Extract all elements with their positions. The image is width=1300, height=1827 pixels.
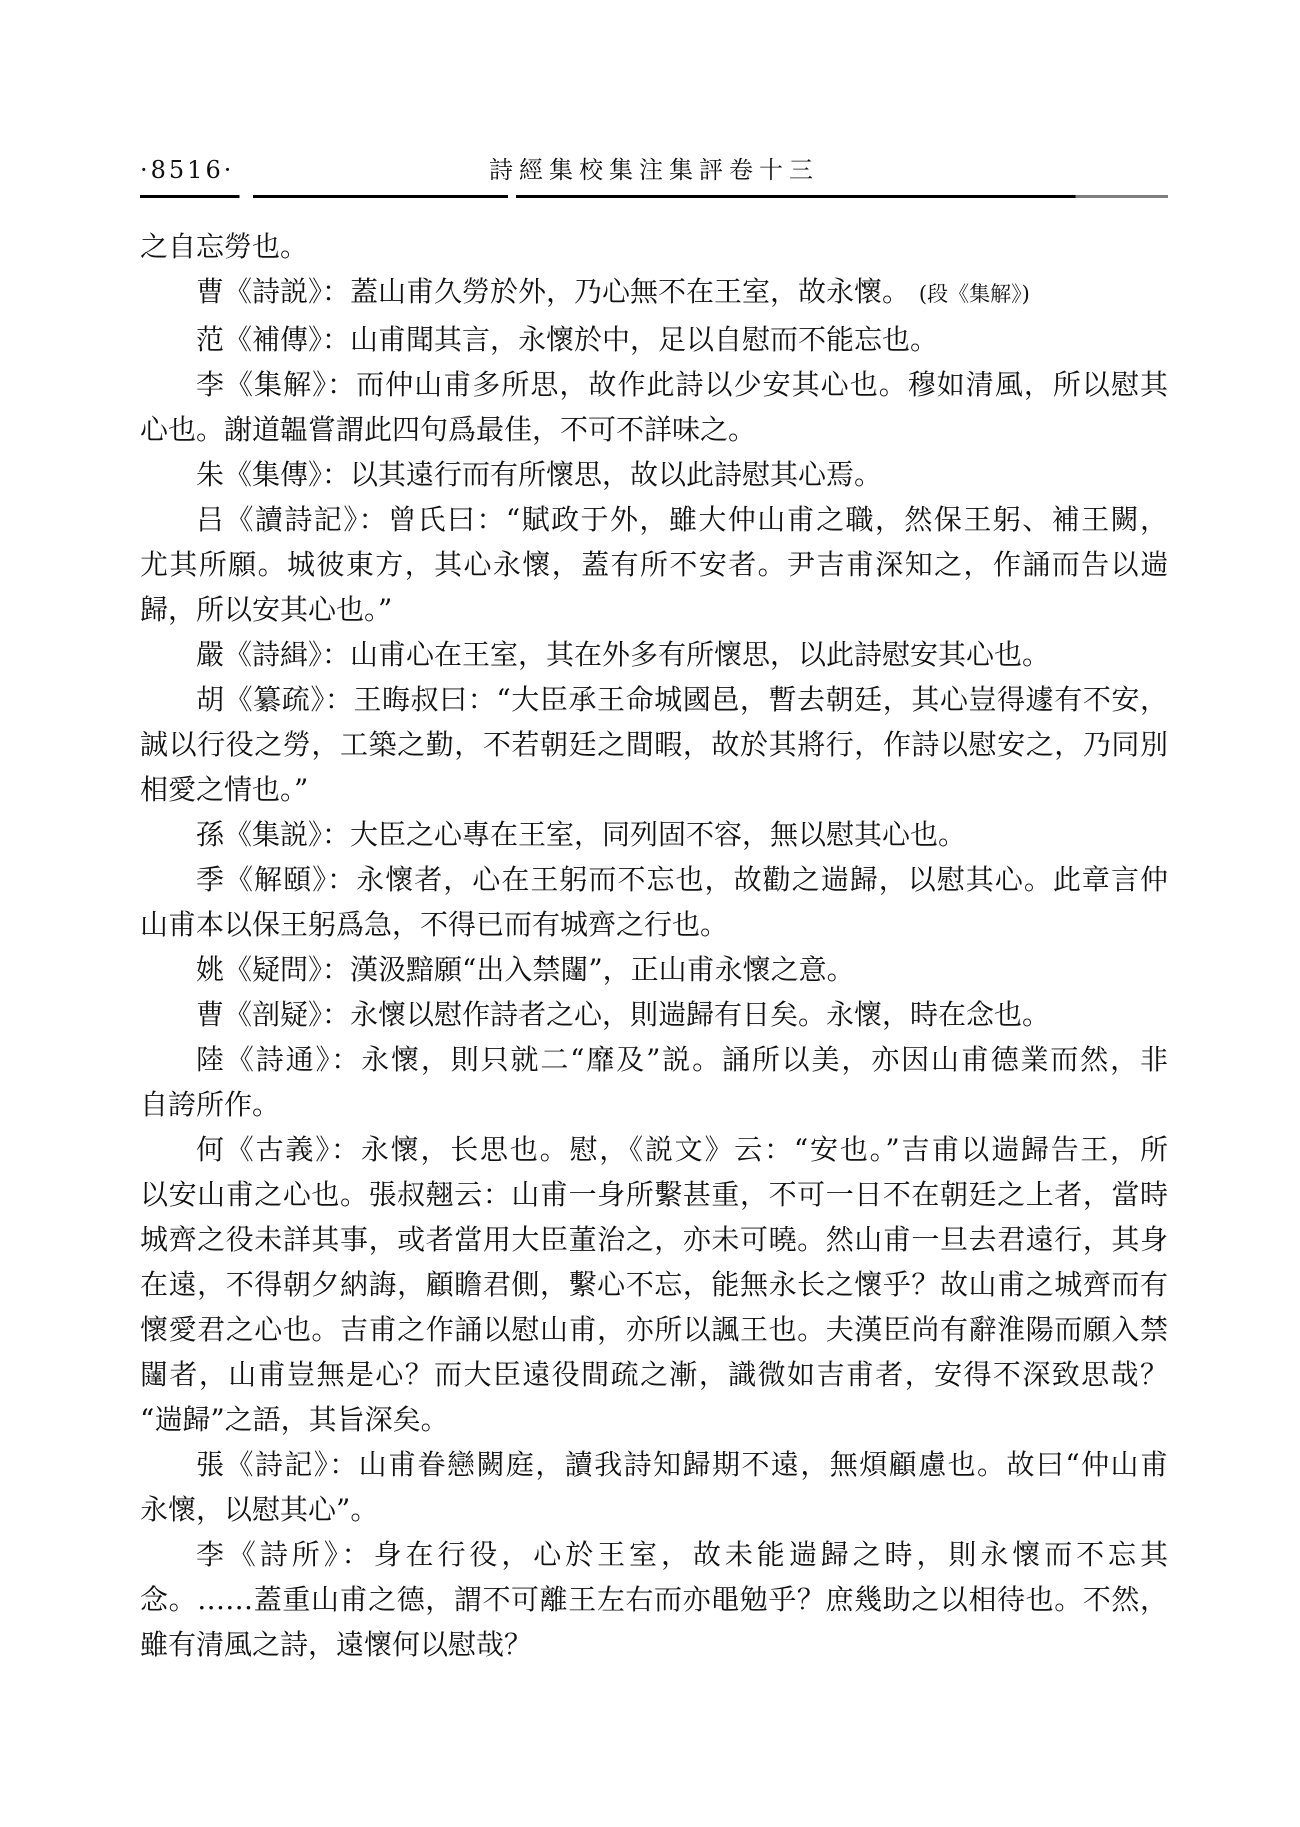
text-line (140, 224, 1168, 269)
text-line-content: 闥者，山甫豈無是心？而大臣遠役間疏之漸，識微如吉甫者，安得不深致思哉？ (140, 1358, 1168, 1391)
text-line-content: 在遠，不得朝夕納誨，顧瞻君側，繫心不忘，能無永长之懷乎？故山甫之城齊而有 (140, 1268, 1168, 1301)
text-line (140, 992, 1168, 1037)
text-line-content: 心也。謝道韞嘗謂此四句爲最佳，不可不詳味之。 (140, 413, 757, 446)
text-line (140, 857, 1168, 902)
text-line-content: 姚《疑問》：漢汲黯願“出入禁闥”，正山甫永懷之意。 (196, 953, 855, 986)
inline-note: (段《集解》) (918, 282, 1030, 306)
page-number: ·8516· (140, 156, 235, 184)
text-line-content: 永懷，以慰其心”。 (140, 1493, 379, 1526)
text-line-content: 相愛之情也。” (140, 773, 309, 806)
text-line-content: 嚴《詩緝》：山甫心在王室，其在外多有所懷思，以此詩慰安其心也。 (196, 638, 1051, 671)
text-line-content: 胡《纂疏》：王晦叔曰：“大臣承王命城國邑，暫去朝廷，其心豈得遽有不安， (196, 683, 1168, 716)
text-line (140, 1217, 1168, 1262)
text-line-content: 懷愛君之心也。吉甫之作誦以慰山甫，亦所以諷王也。夫漢臣尚有辭淮陽而願入禁 (140, 1313, 1168, 1346)
text-line (140, 1442, 1168, 1487)
text-line (140, 767, 1168, 812)
text-line (140, 1127, 1168, 1172)
text-line-content: 季《解頤》：永懷者，心在王躬而不忘也，故勸之遄歸，以慰其心。此章言仲 (196, 863, 1168, 896)
text-line (140, 1172, 1168, 1217)
text-line-content: 曹《剖疑》：永懷以慰作詩者之心，則遄歸有日矣。永懷，時在念也。 (196, 998, 1051, 1031)
text-line-content: 之自忘勞也。 (140, 230, 309, 263)
text-line-content: 以安山甫之心也。張叔翹云：山甫一身所繫甚重，不可一日不在朝廷之上者，當時 (140, 1178, 1168, 1211)
text-line (140, 407, 1168, 452)
text-line-content: “遄歸”之語，其旨深矣。 (140, 1403, 449, 1436)
text-line (140, 722, 1168, 767)
text-line (140, 1037, 1168, 1082)
text-line-content: 尤其所願。城彼東方，其心永懷，蓋有所不安者。尹吉甫深知之，作誦而告以遄 (140, 548, 1168, 581)
text-line (140, 632, 1168, 677)
text-line-content: 吕《讀詩記》：曾氏曰：“賦政于外，雖大仲山甫之職，然保王躬、補王闕， (196, 503, 1168, 536)
text-line-content: 誠以行役之勞，工築之勤，不若朝廷之間暇，故於其將行，作詩以慰安之，乃同別 (140, 728, 1168, 761)
text-line (140, 497, 1168, 542)
text-line-content: 山甫本以保王躬爲急，不得已而有城齊之行也。 (140, 908, 729, 941)
header-rule (140, 195, 1168, 198)
text-line (140, 1352, 1168, 1397)
text-line (140, 317, 1168, 362)
running-title: 詩經集校集注集評卷十三 (489, 156, 819, 184)
text-line (140, 1262, 1168, 1307)
text-line (140, 1307, 1168, 1352)
text-line (140, 1532, 1168, 1577)
text-line-content: 何《古義》：永懷，长思也。慰，《説文》云：“安也。”吉甫以遄歸告王，所 (196, 1133, 1168, 1166)
text-line (140, 902, 1168, 947)
text-line (140, 542, 1168, 587)
text-line-content: 曹《詩説》：蓋山甫久勞於外，乃心無不在王室，故永懷。 (196, 275, 911, 308)
body-text (140, 224, 1168, 1667)
text-line-content: 自誇所作。 (140, 1088, 281, 1121)
text-line (140, 362, 1168, 407)
text-line-content: 城齊之役未詳其事，或者當用大臣董治之，亦未可曉。然山甫一旦去君遠行，其身 (140, 1223, 1168, 1256)
text-line-content: 雖有清風之詩，遠懷何以慰哉？ (140, 1628, 533, 1661)
text-line (140, 1487, 1168, 1532)
text-line-content: 范《補傳》：山甫聞其言，永懷於中，足以自慰而不能忘也。 (196, 323, 939, 356)
text-line (140, 1622, 1168, 1667)
text-line (140, 269, 1168, 317)
text-line-content: 陸《詩通》：永懷，則只就二“靡及”説。誦所以美，亦因山甫德業而然，非 (196, 1043, 1168, 1076)
text-line (140, 1397, 1168, 1442)
text-line (140, 587, 1168, 632)
text-line (140, 452, 1168, 497)
text-line-content: 李《集解》：而仲山甫多所思，故作此詩以少安其心也。穆如清風，所以慰其 (196, 368, 1168, 401)
text-line (140, 947, 1168, 992)
running-header (140, 0, 1168, 182)
text-line-content: 歸，所以安其心也。” (140, 593, 393, 626)
text-line-content: 朱《集傳》：以其遠行而有所懷思，故以此詩慰其心焉。 (196, 458, 883, 491)
text-line (140, 812, 1168, 857)
text-line-content: 念。……蓋重山甫之德，謂不可離王左右而亦黽勉乎？庶幾助之以相待也。不然， (140, 1583, 1168, 1616)
text-line-content: 孫《集説》：大臣之心專在王室，同列固不容，無以慰其心也。 (196, 818, 967, 851)
text-line (140, 677, 1168, 722)
text-line (140, 1082, 1168, 1127)
text-line-content: 李《詩所》：身在行役，心於王室，故未能遄歸之時，則永懷而不忘其 (196, 1538, 1168, 1571)
text-line-content: 張《詩記》：山甫眷戀闕庭，讀我詩知歸期不遠，無煩顧慮也。故曰“仲山甫 (196, 1448, 1168, 1481)
text-line (140, 1577, 1168, 1622)
